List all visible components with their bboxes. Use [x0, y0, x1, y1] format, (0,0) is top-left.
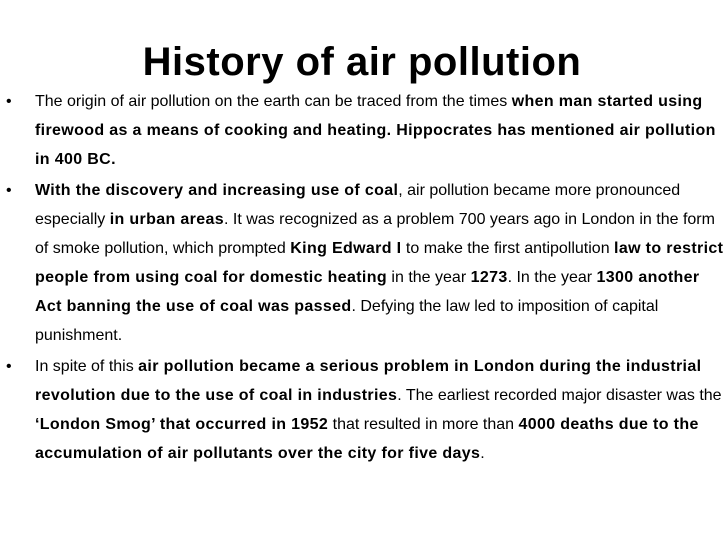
bold-text-segment: when man started using firewood as a means of cooking and heating. Hippocrates has mentioned air pollution in 400 BC.	[35, 93, 716, 168]
bullet-text	[35, 182, 723, 344]
bold-text-segment: 4000 deaths due to the accumulation of air pollutants over the city for five days	[35, 416, 699, 462]
text-segment: . It was recognized as a problem 700 years ago in London in the form of smoke pollution, which prompted	[35, 211, 715, 257]
bullet-text	[35, 93, 716, 168]
text-segment: . The earliest recorded major disaster was the	[397, 387, 722, 404]
bullet-marker: •	[6, 182, 12, 199]
bullet-marker: •	[6, 358, 12, 375]
bullet-text	[35, 358, 722, 462]
bullet-item	[0, 176, 728, 350]
bold-text-segment: law to restrict people from using coal for domestic heating	[35, 240, 724, 286]
bold-text-segment: 1300 another Act banning the use of coal was passed	[35, 269, 700, 315]
slide-title: History of air pollution	[142, 40, 582, 84]
text-segment: in the year	[386, 269, 471, 286]
text-segment: The origin of air pollution on the earth can be traced from the times	[35, 93, 512, 110]
bullet-marker: •	[6, 93, 12, 110]
bold-text-segment: air pollution became a serious problem in London during the industrial revolution due to the use of coal in industries	[35, 358, 702, 404]
bullet-item	[0, 87, 728, 174]
bullet-item	[0, 352, 728, 468]
text-segment: .	[480, 445, 485, 462]
text-segment: In spite of this	[35, 358, 139, 375]
bold-text-segment: in urban areas	[109, 211, 224, 228]
text-segment: . In the year	[507, 269, 597, 286]
bullet-list	[0, 87, 728, 470]
text-segment: that resulted in more than	[328, 416, 519, 433]
bold-text-segment: With the discovery and increasing use of coal	[35, 182, 399, 199]
text-segment: to make the first antipollution	[401, 240, 615, 257]
text-segment: . Defying the law led to imposition of capital punishment.	[35, 298, 659, 344]
text-segment: , air pollution became more pronounced especially	[35, 182, 681, 228]
bold-text-segment: ‘London Smog’ that occurred in 1952	[35, 416, 329, 433]
bold-text-segment: 1273	[470, 269, 508, 286]
bold-text-segment: King Edward I	[290, 240, 402, 257]
